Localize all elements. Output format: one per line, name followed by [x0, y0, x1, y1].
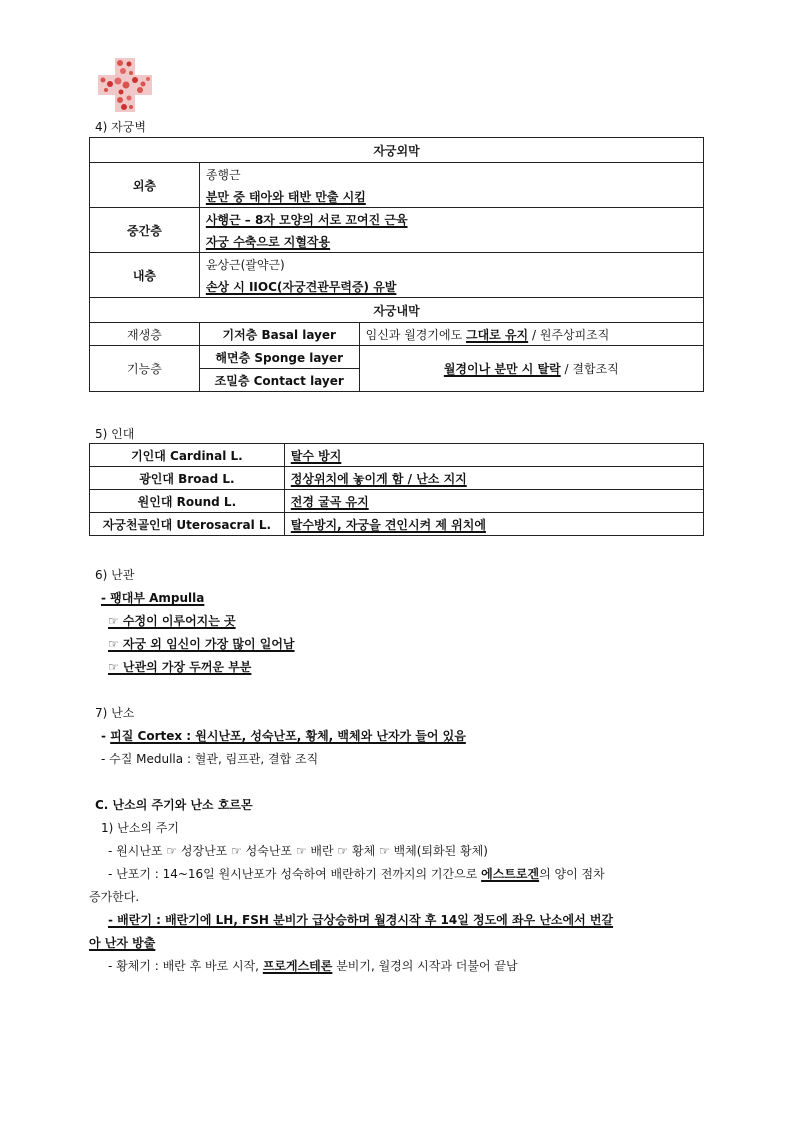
section-6-heading: 6) 난관	[95, 568, 135, 582]
section-c-subheading: 1) 난소의 주기	[101, 821, 179, 835]
ligament-table	[89, 443, 704, 536]
ligament-desc: 탈수방지, 자궁을 견인시켜 제 위치에	[290, 517, 486, 532]
luteal-phase-line	[108, 957, 518, 974]
func-desc-b: / 결합조직	[560, 362, 619, 376]
inner-desc-1: 윤상근(괄약근)	[199, 253, 703, 276]
cortex-line	[101, 727, 466, 744]
ampulla-point: ☞ 자궁 외 임신이 가장 많이 일어남	[108, 637, 295, 651]
medulla-line: - 수질 Medulla : 혈관, 림프관, 결합 조직	[101, 752, 319, 766]
inner-desc-2: 손상 시 IIOC(자궁견관무력증) 유발	[205, 279, 397, 294]
follicle-flow: - 원시난포 ☞ 성장난포 ☞ 성숙난포 ☞ 배란 ☞ 황체 ☞ 백체(퇴화된 황체)	[108, 844, 488, 858]
middle-desc-2: 자궁 수축으로 지혈작용	[205, 234, 331, 249]
ovulation-line: - 배란기 : 배란기에 LH, FSH 분비가 급상승하며 월경시작 후 14일 정도에 좌우 난소에서 번갈	[108, 913, 614, 927]
inner-layer-header: 자궁내막	[90, 298, 704, 323]
ligament-name: 기인대 Cardinal L.	[90, 444, 285, 467]
regen-desc-b: 그대로 유지	[466, 327, 529, 342]
red-cross-logo	[96, 56, 154, 114]
outer-desc-2: 분만 중 태아와 태반 만출 시킴	[205, 189, 366, 204]
row-label-middle: 중간층	[90, 208, 200, 253]
regen-desc-c: / 원주상피조직	[528, 327, 610, 342]
progesterone-term: 프로게스테론	[262, 959, 333, 973]
section-7-heading: 7) 난소	[95, 706, 135, 720]
luteal-a: - 황체기 : 배란 후 바로 시작,	[108, 959, 263, 973]
row-label-outer: 외층	[90, 163, 200, 208]
ligament-name: 원인대 Round L.	[90, 490, 285, 513]
ligament-desc: 정상위치에 놓이게 함 / 난소 지지	[290, 471, 467, 486]
estrogen-term: 에스트로겐	[481, 867, 540, 881]
regen-desc	[359, 323, 703, 346]
section-c-heading: C. 난소의 주기와 난소 호르몬	[95, 798, 253, 812]
sponge-layer-cell: 해면층 Sponge layer	[199, 346, 359, 369]
follicular-c: 의 양이 점차	[539, 867, 605, 881]
regen-desc-a: 임신과 월경기에도	[365, 327, 466, 342]
ampulla-item: - 팽대부 Ampulla	[101, 591, 205, 605]
follicular-phase-line	[108, 865, 605, 882]
outer-layer-header: 자궁외막	[90, 138, 704, 163]
contact-layer-cell: 조밀층 Contact layer	[199, 369, 359, 392]
ovulation-cont: 아 난자 방출	[89, 936, 156, 950]
middle-desc-1: 사행근 – 8자 모양의 서로 꼬여진 근육	[205, 212, 408, 227]
outer-desc-1: 종행근	[199, 163, 703, 186]
section-5-heading: 5) 인대	[95, 427, 135, 441]
section-4-heading: 4) 자궁벽	[95, 120, 146, 134]
cortex-text: 피질 Cortex : 원시난포, 성숙난포, 황체, 백체와 난자가 들어 있음	[110, 729, 466, 743]
ligament-name: 광인대 Broad L.	[90, 467, 285, 490]
func-desc-a: 월경이나 분만 시 탈락	[443, 362, 561, 376]
ligament-name: 자궁천골인대 Uterosacral L.	[90, 513, 285, 536]
ampulla-point: ☞ 수정이 이루어지는 곳	[108, 614, 236, 628]
ampulla-point: ☞ 난관의 가장 두꺼운 부분	[108, 660, 252, 674]
func-desc	[359, 346, 703, 392]
uterine-wall-table	[89, 137, 704, 392]
basal-layer-cell: 기저층 Basal layer	[199, 323, 359, 346]
regen-label: 재생층	[90, 323, 200, 346]
luteal-c: 분비기, 월경의 시작과 더불어 끝남	[332, 959, 518, 973]
ligament-desc: 탈수 방지	[290, 448, 342, 463]
row-label-inner: 내층	[90, 253, 200, 298]
ligament-desc: 전경 굴곡 유지	[290, 494, 369, 509]
follicular-phase-cont: 증가한다.	[89, 890, 140, 904]
cortex-prefix: -	[101, 729, 111, 743]
follicular-a: - 난포기 : 14~16일 원시난포가 성숙하여 배란하기 전까지의 기간으로	[108, 867, 482, 881]
func-label: 기능층	[90, 346, 200, 392]
